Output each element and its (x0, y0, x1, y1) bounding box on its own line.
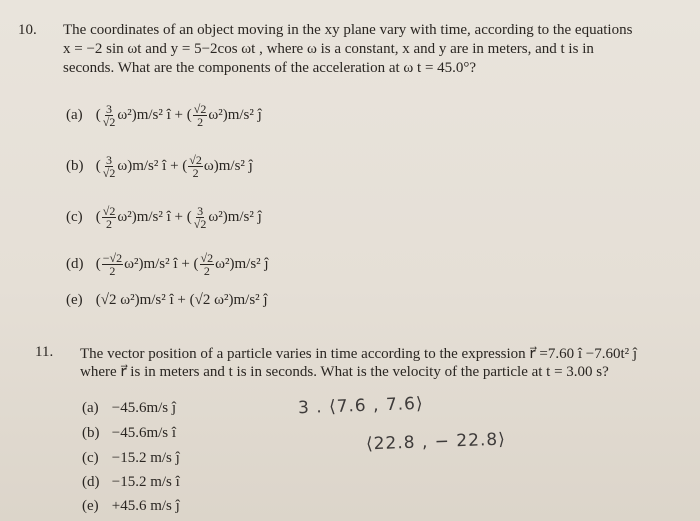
fraction: $\frac{-√2}{2}$ (102, 251, 123, 278)
question-10-option-a[interactable]: (a) ( $\frac{3}{√2}$ ω²)m/s² î + ( $\frac{√2}{2}$ ω²)m/s² ĵ (66, 102, 262, 129)
option-label: (b) (82, 425, 100, 441)
question-10-text-line2: x = −2 sin ωt and y = 5−2cos ωt , where ω is a constant, x and y are in meters, and t is in (63, 41, 594, 57)
question-11-number: 11. (35, 344, 54, 360)
fraction: $\frac{√2}{2}$ (200, 251, 214, 278)
question-10-option-b[interactable]: (b) ( $\frac{3}{√2}$ ω)m/s² î + ( $\frac{√2}{2}$ ω)m/s² ĵ (66, 153, 253, 180)
option-label: (c) (82, 450, 99, 466)
question-11-option-c[interactable] (82, 450, 180, 467)
question-11-option-d[interactable] (82, 474, 180, 491)
option-text: +45.6 m/s ĵ (111, 498, 180, 514)
question-11-option-e[interactable] (82, 498, 180, 515)
question-10-option-d[interactable]: (d) ( $\frac{-√2}{2}$ ω²)m/s² î + ( $\frac{√2}{2}$ ω²)m/s² ĵ (66, 251, 269, 278)
option-label: (a) (66, 106, 83, 123)
handwritten-note-line2: ⟨22.8 , − 22.8⟩ (365, 429, 507, 455)
option-label: (e) (66, 292, 83, 308)
question-10-text-line3: seconds. What are the components of the acceleration at ω t = 45.0°? (63, 60, 477, 76)
question-11-option-b[interactable] (82, 425, 176, 442)
question-10-option-e[interactable] (66, 292, 268, 309)
fraction: $\frac{3}{√2}$ (102, 153, 116, 180)
option-label: (b) (66, 157, 84, 174)
option-text: −45.6m/s ĵ (111, 400, 177, 416)
option-text: −45.6m/s î (111, 425, 177, 441)
fraction: $\frac{3}{√2}$ (102, 102, 116, 129)
question-10-text-line1: The coordinates of an object moving in the xy plane vary with time, according to the equations (63, 22, 633, 38)
fraction: $\frac{√2}{2}$ (193, 102, 207, 129)
fraction: $\frac{3}{√2}$ (193, 204, 207, 231)
option-label: (d) (66, 255, 84, 272)
option-label: (d) (82, 474, 100, 490)
option-text: −15.2 m/s ĵ (111, 450, 180, 466)
option-label: (c) (66, 208, 83, 225)
option-text: (√2 ω²)m/s² î + (√2 ω²)m/s² ĵ (95, 292, 268, 308)
question-11-text-line2: where r⃗ is in meters and t is in seconds. What is the velocity of the particle at t = 3.00 s? (80, 364, 609, 380)
question-11-option-a[interactable] (82, 400, 176, 417)
fraction: $\frac{√2}{2}$ (189, 153, 202, 180)
handwritten-note-line1: 3 . ⟨7.6 , 7.6⟩ (297, 393, 424, 419)
fraction: $\frac{√2}{2}$ (102, 204, 116, 231)
option-text: −15.2 m/s î (111, 474, 180, 490)
question-10-number: 10. (18, 22, 37, 38)
option-label: (e) (82, 498, 99, 514)
question-10-option-c[interactable]: (c) ( $\frac{√2}{2}$ ω²)m/s² î + ( $\frac{3}{√2}$ ω²)m/s² ĵ (66, 204, 262, 231)
question-11-text-line1: The vector position of a particle varies in time according to the expression r⃗ =7.60 î −7.60t² ĵ (80, 346, 638, 362)
option-label: (a) (82, 400, 99, 416)
